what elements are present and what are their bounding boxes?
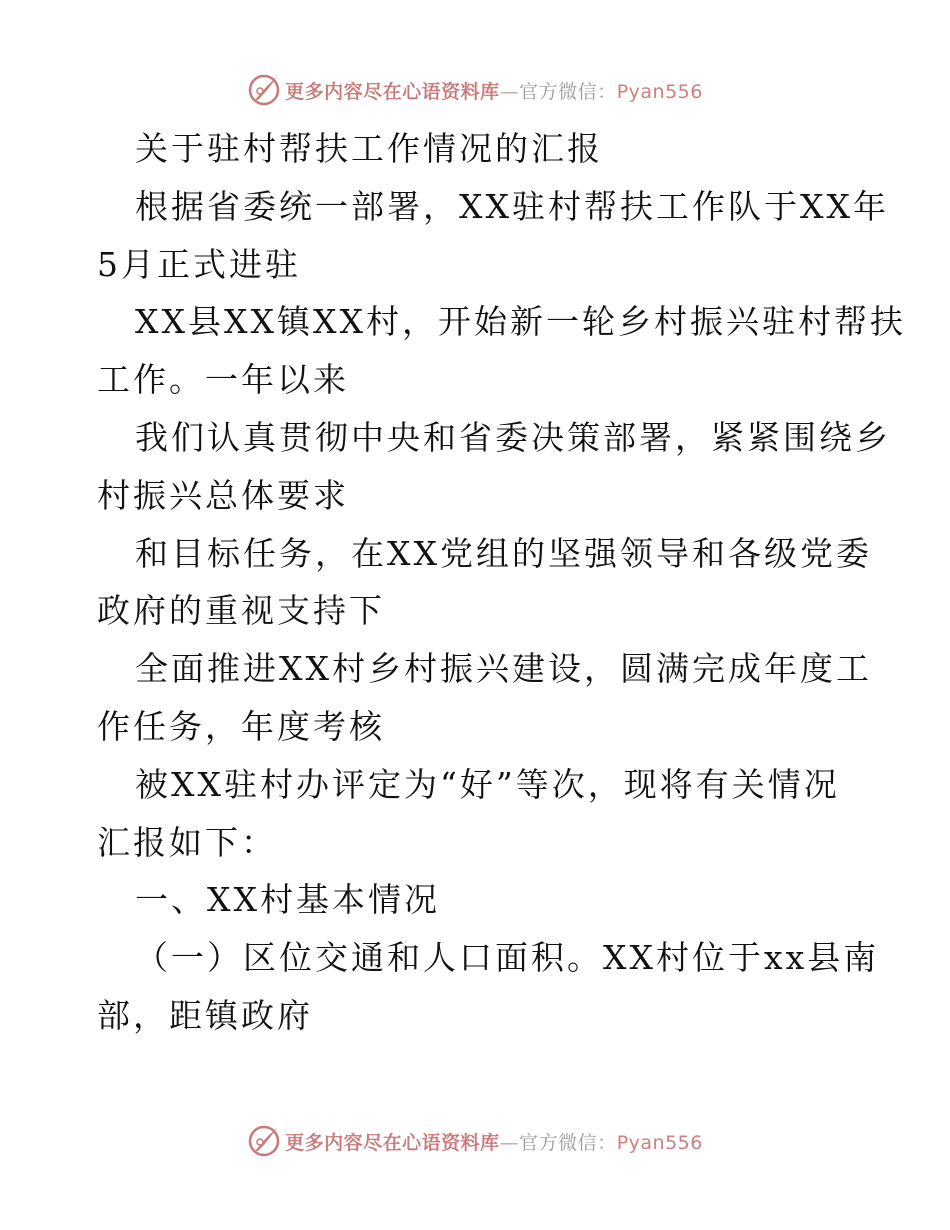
text-line: 村振兴总体要求 bbox=[97, 475, 349, 515]
footer-watermark bbox=[0, 1121, 950, 1161]
document-body bbox=[97, 120, 906, 1045]
header-watermark bbox=[0, 70, 950, 110]
text-line: 被XX驻村办评定为“好”等次，现将有关情况 bbox=[135, 764, 840, 804]
text-line: XX县XX镇XX村，开始新一轮乡村振兴驻村帮扶 bbox=[135, 302, 906, 342]
text-line: 工作。一年以来 bbox=[97, 360, 349, 400]
quill-pen-logo-icon bbox=[247, 73, 281, 107]
watermark-wechat-id: Pyan556 bbox=[616, 80, 703, 103]
watermark-separator: — bbox=[499, 80, 520, 103]
watermark-label: 官方微信： bbox=[519, 80, 617, 103]
watermark-wechat-id: Pyan556 bbox=[616, 1131, 703, 1154]
text-line: 部，距镇政府 bbox=[97, 995, 313, 1035]
watermark-label: 官方微信： bbox=[519, 1131, 617, 1154]
text-line: 和目标任务，在XX党组的坚强领导和各级党委 bbox=[135, 533, 872, 573]
watermark-brand-text: 更多内容尽在心语资料库 bbox=[285, 80, 500, 103]
text-line: 全面推进XX村乡村振兴建设，圆满完成年度工 bbox=[135, 649, 872, 689]
watermark-brand-text: 更多内容尽在心语资料库 bbox=[285, 1131, 500, 1154]
section-heading: 一、XX村基本情况 bbox=[135, 880, 440, 920]
text-line: 根据省委统一部署，XX驻村帮扶工作队于XX年 bbox=[135, 186, 889, 226]
text-line: 我们认真贯彻中央和省委决策部署，紧紧围绕乡 bbox=[135, 417, 891, 457]
text-line: 政府的重视支持下 bbox=[97, 591, 385, 631]
text-line: （一）区位交通和人口面积。XX村位于xx县南 bbox=[135, 938, 880, 978]
text-line: 作任务，年度考核 bbox=[97, 706, 385, 746]
document-title: 关于驻村帮扶工作情况的汇报 bbox=[135, 129, 603, 168]
text-line: 5月正式进驻 bbox=[97, 244, 301, 284]
watermark-separator: — bbox=[499, 1131, 520, 1154]
text-line: 汇报如下： bbox=[97, 822, 277, 862]
quill-pen-logo-icon bbox=[247, 1124, 281, 1158]
